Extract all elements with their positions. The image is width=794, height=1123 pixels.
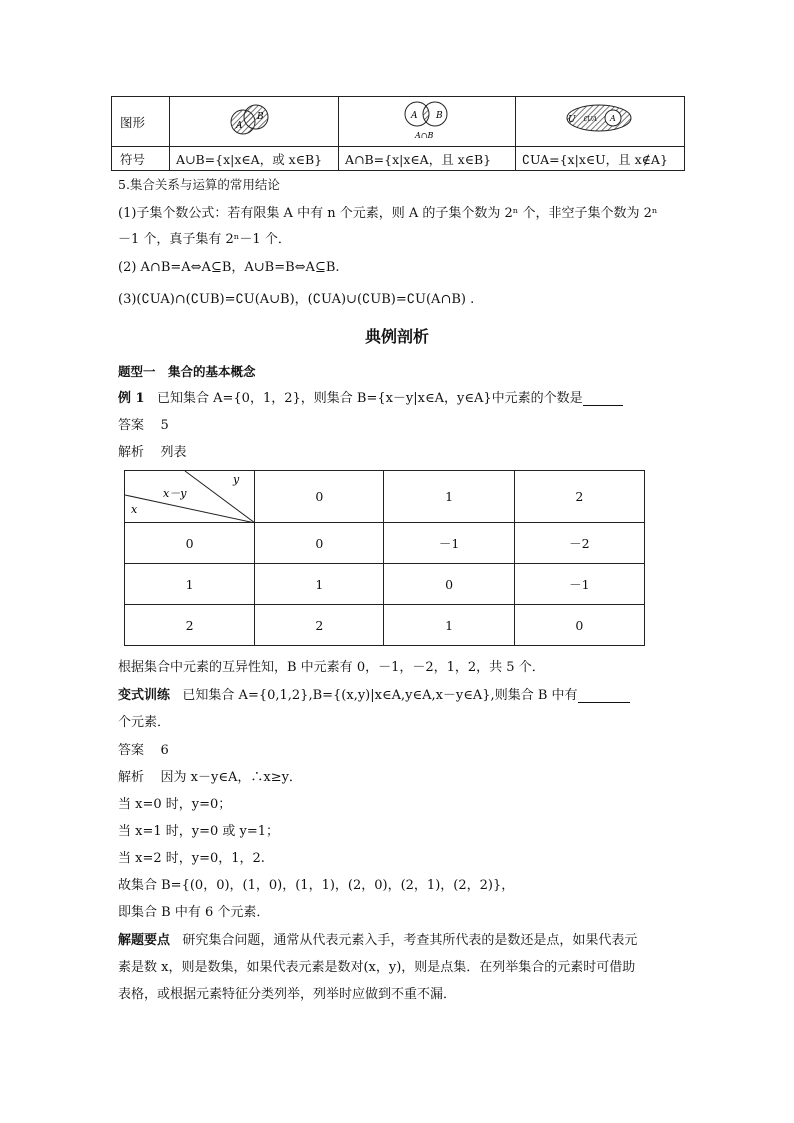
complement-symbol: ∁UA={x|x∈U，且 x∉A} xyxy=(516,147,685,171)
variant-set-line: 故集合 B={(0，0)，(1，0)，(1，1)，(2，0)，(2，1)，(2，2)}， xyxy=(118,878,515,893)
complement-label-comp: ∁UA xyxy=(583,115,598,123)
intersection-label-a: A xyxy=(411,111,418,121)
corner-label-y: y xyxy=(233,473,240,486)
complement-diagram-cell xyxy=(516,97,685,147)
row-header: 0 xyxy=(125,523,255,564)
variant-text: 已知集合 A={0,1,2},B={(x,y)|x∈A,y∈A,x－y∈A},则集合 B 中有 xyxy=(182,688,578,703)
example1-analysis xyxy=(118,441,187,460)
variant-analysis-label: 解析 xyxy=(118,770,145,785)
union-symbol: A∪B={x|x∈A，或 x∈B} xyxy=(170,147,339,171)
table-cell: 1 xyxy=(255,564,384,605)
section5-heading: 5.集合关系与运算的常用结论 xyxy=(118,177,280,192)
table-corner-cell xyxy=(125,471,255,523)
section5-item1-line1: (1)子集个数公式：若有限集 A 中有 n 个元素，则 A 的子集个数为 2ⁿ 个，非空子集个数为 2ⁿ xyxy=(118,206,658,221)
row-header: 1 xyxy=(125,564,255,605)
variant-case1: 当 x=0 时，y=0； xyxy=(118,797,232,812)
table-cell: －2 xyxy=(514,523,644,564)
table-cell: 0 xyxy=(384,564,514,605)
example1-answer xyxy=(118,414,169,433)
example1-label: 例 1 xyxy=(118,391,145,406)
variant-answer-label: 答案 xyxy=(118,743,145,758)
type1-heading: 题型一 集合的基本概念 xyxy=(118,364,256,379)
variant-answer-value: 6 xyxy=(160,743,169,758)
row-header: 2 xyxy=(125,605,255,646)
union-circle-b xyxy=(244,105,268,129)
table-cell: 0 xyxy=(255,523,384,564)
set-operations-table xyxy=(111,96,685,171)
variant-analysis-text: 因为 x－y∈A，∴x≥y． xyxy=(160,770,302,785)
symbol-row-label: 符号 xyxy=(112,147,170,171)
union-diagram-cell xyxy=(170,97,339,147)
corner-label-expr: x－y xyxy=(163,487,187,500)
complement-label-a: A xyxy=(610,114,616,123)
union-label-a: A xyxy=(236,121,243,131)
example1-answer-value: 5 xyxy=(160,418,169,433)
example1-text: 已知集合 A={0，1，2}，则集合 B={x－y|x∈A，y∈A}中元素的个数是 xyxy=(156,391,583,406)
union-label-b: B xyxy=(257,112,264,122)
section5-item1-line2: －1 个，真子集有 2ⁿ－1 个． xyxy=(118,232,291,247)
variant-label: 变式训练 xyxy=(118,688,171,703)
key-points-line3: 表格，或根据元素特征分类列举，列举时应做到不重不漏． xyxy=(118,987,457,1002)
section5-item3: (3)(∁UA)∩(∁UB)=∁U(A∪B)，(∁UA)∪(∁UB)=∁U(A∩B) . xyxy=(118,292,475,307)
key-points-text1: 研究集合问题，通常从代表元素入手，考查其所代表的是数还是点，如果代表元 xyxy=(182,933,638,948)
table-cell: －1 xyxy=(384,523,514,564)
table-cell: 1 xyxy=(384,605,514,646)
variant-question xyxy=(118,684,630,703)
variant-count-line: 即集合 B 中有 6 个元素． xyxy=(118,905,270,920)
intersection-venn-diagram xyxy=(339,97,515,143)
table-cell: 0 xyxy=(514,605,644,646)
difference-table xyxy=(124,470,645,646)
intersection-label-b: B xyxy=(436,111,443,121)
complement-venn-diagram xyxy=(516,97,684,143)
example1-question xyxy=(118,387,623,406)
key-points-line1 xyxy=(118,929,637,948)
example1-analysis-label: 解析 xyxy=(118,445,145,460)
table-cell: －1 xyxy=(514,564,644,605)
col-header-1: 1 xyxy=(384,471,514,523)
example1-analysis-text: 列表 xyxy=(160,445,187,460)
variant-question-line2: 个元素． xyxy=(118,715,171,730)
col-header-0: 0 xyxy=(255,471,384,523)
example1-conclusion: 根据集合中元素的互异性知，B 中元素有 0，－1，－2，1，2，共 5 个． xyxy=(118,660,545,675)
variant-case2: 当 x=1 时，y=0 或 y=1； xyxy=(118,824,280,839)
key-points-line2: 素是数 x，则是数集，如果代表元素是数对(x，y)，则是点集．在列举集合的元素时可借助 xyxy=(118,960,636,975)
table-cell: 2 xyxy=(255,605,384,646)
corner-diagonal-lines xyxy=(125,471,255,523)
table-row xyxy=(125,564,645,605)
section5-item2: (2) A∩B=A⇔A⊆B，A∪B=B⇔A⊆B. xyxy=(118,260,340,275)
key-points-label: 解题要点 xyxy=(118,933,171,948)
union-venn-diagram xyxy=(170,97,338,143)
table-row xyxy=(125,605,645,646)
variant-answer xyxy=(118,739,169,758)
example1-answer-label: 答案 xyxy=(118,418,145,433)
example1-answer-blank xyxy=(583,393,623,406)
table-row xyxy=(125,523,645,564)
section-title: 典例剖析 xyxy=(364,327,429,346)
variant-answer-blank xyxy=(578,690,630,703)
col-header-2: 2 xyxy=(514,471,644,523)
intersection-diagram-cell xyxy=(339,97,516,147)
complement-label-u: U xyxy=(568,115,576,125)
intersection-caption: A∩B xyxy=(415,131,434,140)
intersection-symbol: A∩B={x|x∈A，且 x∈B} xyxy=(339,147,516,171)
variant-case3: 当 x=2 时，y=0，1，2. xyxy=(118,851,265,866)
variant-analysis xyxy=(118,766,302,785)
corner-label-x: x xyxy=(131,503,138,516)
diagram-row-label: 图形 xyxy=(112,97,170,147)
